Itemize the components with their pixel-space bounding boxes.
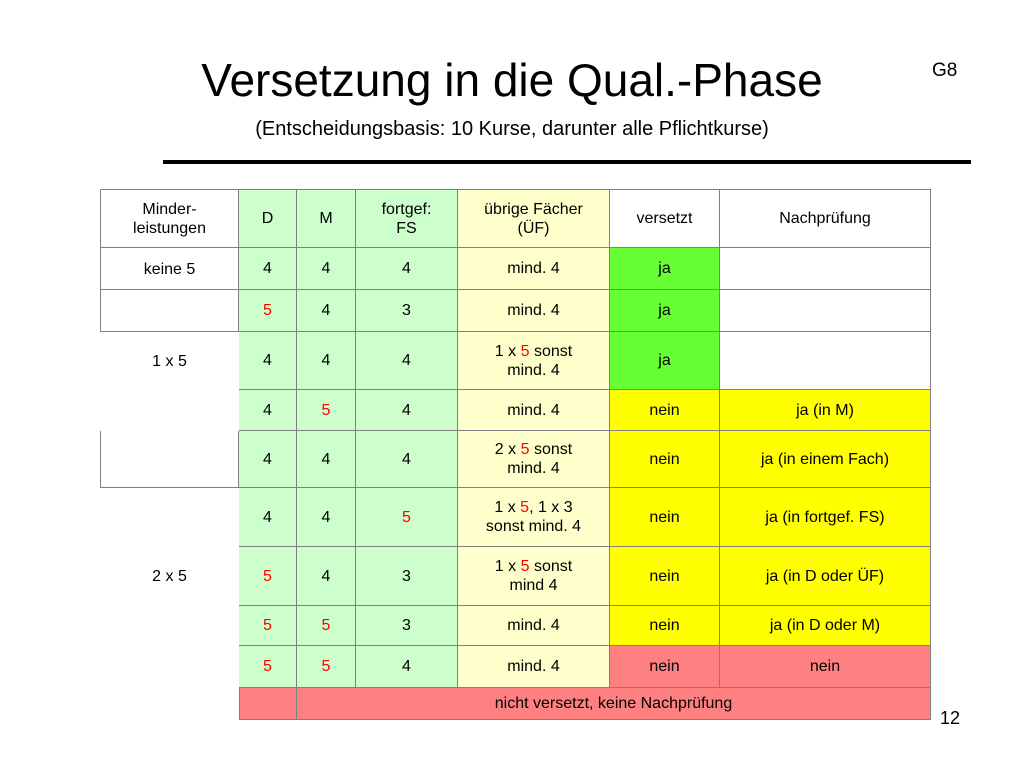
cell-uebrige-faecher xyxy=(458,547,610,606)
cell-text xyxy=(507,657,559,676)
cell-nachpruefung xyxy=(720,332,931,390)
cell-text xyxy=(507,259,559,278)
cell-text xyxy=(480,557,587,595)
page-number: 12 xyxy=(940,708,961,728)
cell-versetzt: ja xyxy=(610,332,720,390)
cell-deutsch: 4 xyxy=(239,488,297,547)
cell-fortgef-fs: 3 xyxy=(356,290,458,332)
cell-uebrige-faecher xyxy=(458,646,610,688)
cell-uebrige-faecher xyxy=(458,248,610,290)
cell-text xyxy=(480,498,587,536)
text-run: mind. 4 xyxy=(507,260,560,277)
cell-fortgef-fs: 3 xyxy=(356,547,458,606)
group-label-keine-5: keine 5 xyxy=(143,261,196,278)
cell-mathe: 5 xyxy=(297,606,356,646)
group-label-1x5: 1 x 5 xyxy=(152,353,187,370)
cell-text xyxy=(507,401,559,420)
header-minderleistungen: Minder- leistungen xyxy=(100,189,239,248)
cell-mathe: 4 xyxy=(297,431,356,488)
title-divider xyxy=(163,160,971,164)
cell-mathe: 4 xyxy=(297,332,356,390)
cell-nachpruefung: ja (in D oder M) xyxy=(720,606,931,646)
header-versetzt: versetzt xyxy=(610,189,720,248)
cell-nachpruefung: ja (in fortgef. FS) xyxy=(720,488,931,547)
cell-uebrige-faecher xyxy=(458,332,610,390)
cell-versetzt: nein xyxy=(610,606,720,646)
cell-mathe: 5 xyxy=(297,646,356,688)
text-run: mind. 4 xyxy=(507,617,560,634)
cell-uebrige-faecher xyxy=(458,488,610,547)
header-deutsch: D xyxy=(239,189,297,248)
cell-fortgef-fs: 4 xyxy=(356,248,458,290)
cell-versetzt: ja xyxy=(610,248,720,290)
cell-nachpruefung xyxy=(720,248,931,290)
cell-mathe: 4 xyxy=(297,488,356,547)
grade-five: 5 xyxy=(520,499,530,516)
text-run: sonst mind. 4 xyxy=(507,342,573,379)
text-run: sonst mind 4 xyxy=(509,558,573,594)
cell-fortgef-fs: 4 xyxy=(356,332,458,390)
cell-fortgef-fs: 4 xyxy=(356,431,458,488)
cell-uebrige-faecher xyxy=(458,390,610,431)
text-run: 1 x xyxy=(494,558,521,575)
cell-nachpruefung: ja (in D oder ÜF) xyxy=(720,547,931,606)
slide-title: Versetzung in die Qual.-Phase xyxy=(201,54,823,106)
cell-text xyxy=(507,616,559,635)
cell-versetzt: nein xyxy=(610,431,720,488)
cell-versetzt: nein xyxy=(610,547,720,606)
cell-deutsch: 4 xyxy=(239,431,297,488)
cell-deutsch: 5 xyxy=(239,646,297,688)
cell-fortgef-fs: 4 xyxy=(356,646,458,688)
slide-subtitle: (Entscheidungsbasis: 10 Kurse, darunter alle Pflichtkurse) xyxy=(255,118,769,140)
grade-five: 5 xyxy=(520,342,530,360)
text-run: sonst mind. 4 xyxy=(507,441,573,477)
cell-text xyxy=(480,440,587,478)
cell-text xyxy=(480,342,587,380)
group-label-2x5: 2 x 5 xyxy=(152,568,187,585)
text-run: 2 x xyxy=(494,441,521,458)
text-run: mind. 4 xyxy=(507,401,560,419)
text-run: mind. 4 xyxy=(507,302,560,319)
cell-versetzt: nein xyxy=(610,488,720,547)
cell-fortgef-fs: 4 xyxy=(356,390,458,431)
header-uebrige-faecher: übrige Fächer (ÜF) xyxy=(458,189,610,248)
header-mathe: M xyxy=(297,189,356,248)
cell-versetzt: nein xyxy=(610,390,720,431)
cell-versetzt: ja xyxy=(610,290,720,332)
cell-nachpruefung: ja (in M) xyxy=(720,390,931,431)
cell-uebrige-faecher xyxy=(458,290,610,332)
cell-uebrige-faecher xyxy=(458,606,610,646)
group-1x5-top-box xyxy=(100,290,239,332)
header-nachpruefung: Nachprüfung xyxy=(720,189,931,248)
cell-uebrige-faecher xyxy=(458,431,610,488)
cell-mathe: 4 xyxy=(297,248,356,290)
text-run: mind. 4 xyxy=(507,658,560,675)
footer-swatch xyxy=(239,688,297,720)
grade-five: 5 xyxy=(520,441,530,458)
text-run: , 1 x 3 sonst mind. 4 xyxy=(485,499,582,535)
footer-note: nicht versetzt, keine Nachprüfung xyxy=(297,688,931,720)
cell-versetzt: nein xyxy=(610,646,720,688)
header-fortgef-fs: fortgef: FS xyxy=(356,189,458,248)
cell-deutsch: 4 xyxy=(239,332,297,390)
cell-nachpruefung: nein xyxy=(720,646,931,688)
cell-deutsch: 5 xyxy=(239,290,297,332)
text-run: 1 x xyxy=(494,499,521,516)
cell-deutsch: 5 xyxy=(239,547,297,606)
g8-tag: G8 xyxy=(932,60,958,81)
cell-mathe: 4 xyxy=(297,547,356,606)
text-run: 1 x xyxy=(494,342,521,360)
cell-mathe: 5 xyxy=(297,390,356,431)
cell-deutsch: 5 xyxy=(239,606,297,646)
grade-five: 5 xyxy=(520,558,530,575)
cell-deutsch: 4 xyxy=(239,390,297,431)
cell-mathe: 4 xyxy=(297,290,356,332)
cell-fortgef-fs: 3 xyxy=(356,606,458,646)
cell-fortgef-fs: 5 xyxy=(356,488,458,547)
group-1x5-bottom-box xyxy=(100,431,239,488)
cell-nachpruefung: ja (in einem Fach) xyxy=(720,431,931,488)
cell-nachpruefung xyxy=(720,290,931,332)
cell-deutsch: 4 xyxy=(239,248,297,290)
cell-text xyxy=(507,301,559,320)
